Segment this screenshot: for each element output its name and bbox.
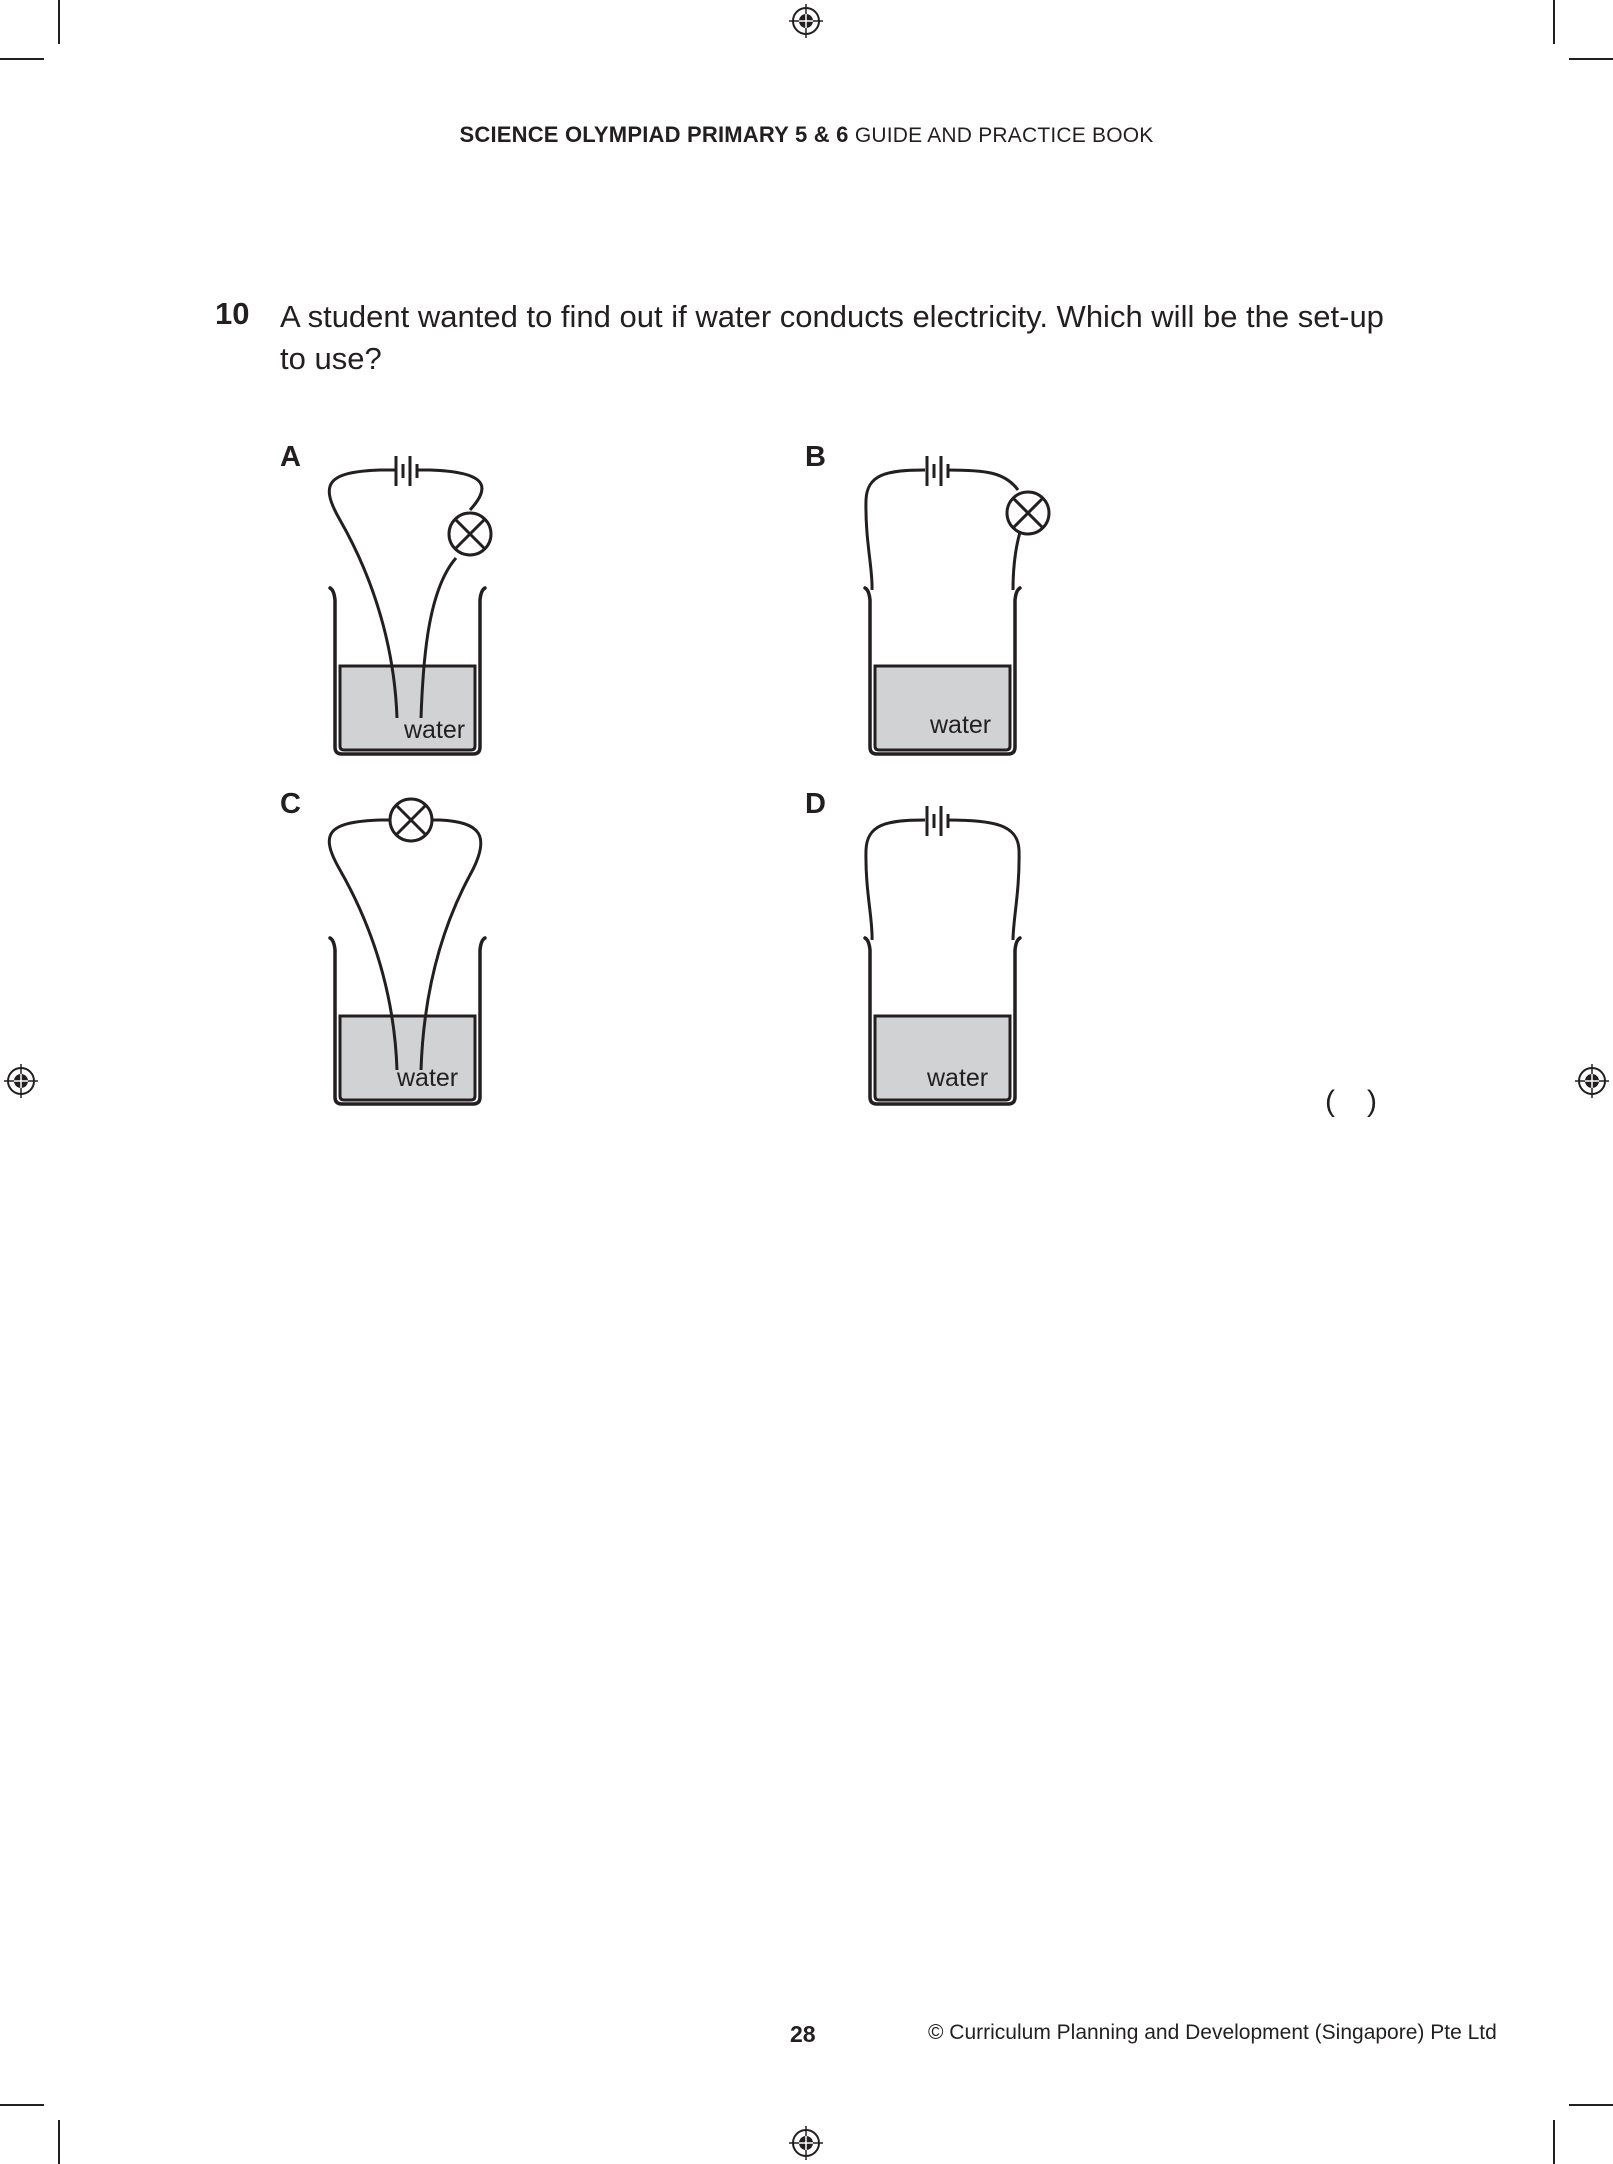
answer-bracket-close: ) bbox=[1367, 1085, 1377, 1118]
registration-mark-icon bbox=[1575, 1064, 1609, 1098]
water-label: water bbox=[930, 711, 992, 739]
question-number: 10 bbox=[215, 296, 250, 331]
option-label-c: C bbox=[280, 788, 301, 820]
running-header bbox=[0, 122, 1613, 148]
answer-bracket-open: ( bbox=[1325, 1085, 1335, 1118]
wire bbox=[417, 470, 482, 510]
crop-mark bbox=[0, 2104, 44, 2106]
bulb-icon bbox=[390, 799, 432, 841]
diagram-d bbox=[855, 780, 1055, 1110]
battery-icon bbox=[927, 806, 948, 836]
wire bbox=[947, 470, 1018, 490]
battery-icon bbox=[927, 456, 948, 486]
crop-mark bbox=[1569, 2104, 1613, 2106]
crop-mark bbox=[1553, 2120, 1555, 2164]
water-label: water bbox=[404, 716, 466, 744]
question-text: A student wanted to find out if water conducts electricity. Which will be the set-up to use? bbox=[280, 299, 1384, 376]
bulb-icon bbox=[1007, 492, 1049, 534]
registration-mark-icon bbox=[789, 4, 823, 38]
crop-mark bbox=[58, 2120, 60, 2164]
header-book-title: GUIDE AND PRACTICE BOOK bbox=[854, 124, 1154, 147]
wire bbox=[947, 820, 1019, 940]
answer-bracket[interactable] bbox=[1325, 1085, 1377, 1119]
battery-icon bbox=[396, 456, 417, 486]
wire bbox=[1013, 532, 1020, 590]
option-label-a: A bbox=[280, 441, 301, 473]
page-number: 28 bbox=[790, 2021, 816, 2047]
wire bbox=[866, 470, 925, 590]
option-label-b: B bbox=[805, 441, 826, 473]
header-series-title: SCIENCE OLYMPIAD PRIMARY 5 & 6 bbox=[459, 122, 849, 147]
diagram-a bbox=[320, 430, 520, 760]
crop-mark bbox=[0, 58, 44, 60]
diagram-c bbox=[320, 780, 520, 1110]
water-label: water bbox=[927, 1064, 989, 1092]
registration-mark-icon bbox=[789, 2126, 823, 2160]
crop-mark bbox=[1569, 58, 1613, 60]
water-label: water bbox=[397, 1064, 459, 1092]
diagram-b bbox=[855, 430, 1055, 760]
copyright-notice: © Curriculum Planning and Development (Singapore) Pte Ltd bbox=[928, 2021, 1497, 2044]
registration-mark-icon bbox=[4, 1064, 38, 1098]
wire bbox=[866, 820, 925, 940]
bulb-icon bbox=[449, 513, 491, 555]
crop-mark bbox=[58, 0, 60, 44]
crop-mark bbox=[1553, 0, 1555, 44]
option-label-d: D bbox=[805, 788, 826, 820]
